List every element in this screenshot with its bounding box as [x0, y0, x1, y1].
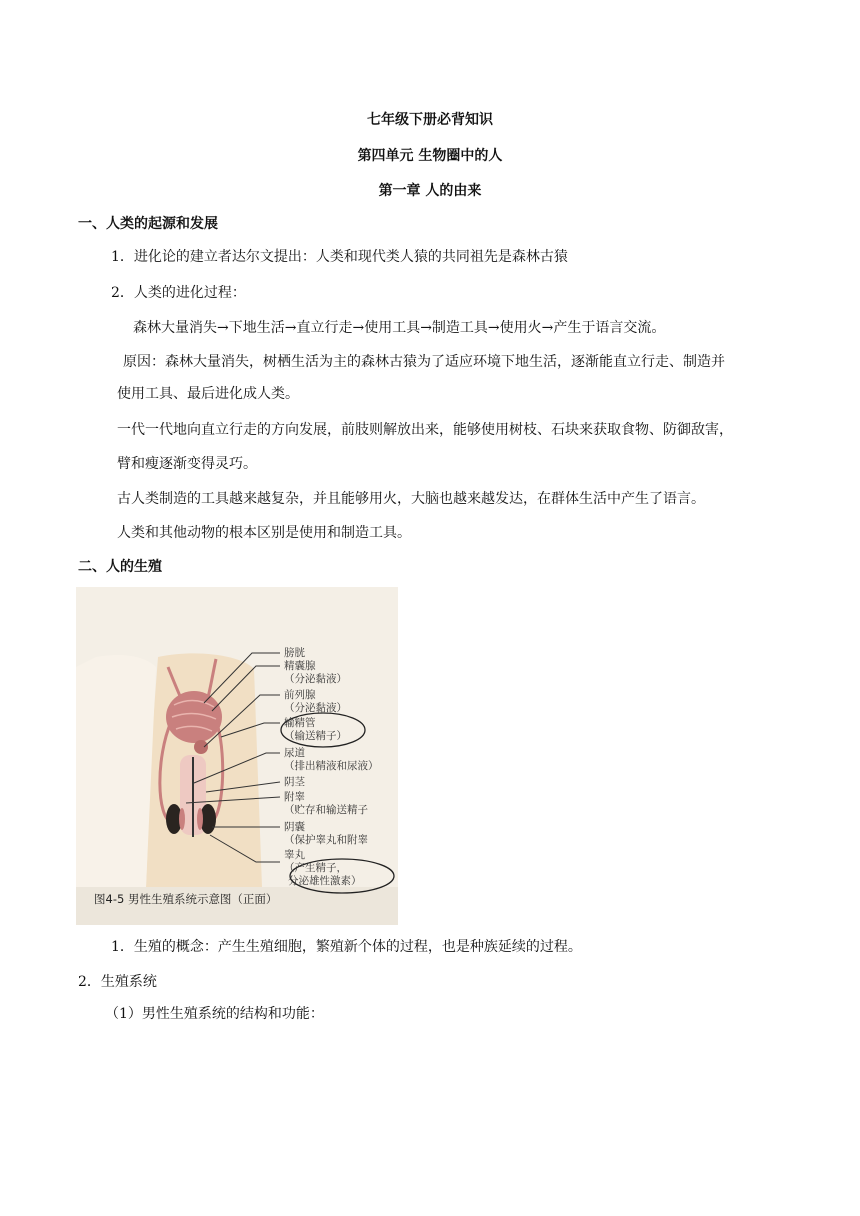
- section-heading-reproduction: 二、人的生殖: [78, 559, 162, 575]
- paragraph-evolution-heading: 2．人类的进化过程：: [111, 285, 246, 301]
- label-seminal-vesicle-function: （分泌黏液）: [284, 673, 347, 685]
- label-testis-function-2: 分泌雄性激素）: [288, 875, 362, 887]
- prostate-shape: [194, 740, 208, 754]
- paragraph-tools-fire: 古人类制造的工具越来越复杂，并且能够用火，大脑也越来越发达，在群体生活中产生了语言。: [117, 491, 705, 507]
- label-vas-deferens-function: （输送精子）: [284, 730, 347, 742]
- paragraph-evolution-process: 森林大量消失→下地生活→直立行走→使用工具→制造工具→使用火→产生于语言交流。: [133, 320, 666, 336]
- label-scrotum-function: （保护睾丸和附睾: [284, 834, 368, 846]
- paragraph-reason-line2: 使用工具、最后进化成人类。: [117, 386, 299, 402]
- paragraph-upright-line1: 一代一代地向直立行走的方向发展，前肢则解放出来，能够使用树枝、石块来获取食物、防御敌害，: [117, 422, 733, 438]
- thigh-left: [76, 655, 156, 887]
- label-epididymis: 附睾: [284, 791, 305, 803]
- label-prostate-function: （分泌黏液）: [284, 702, 347, 714]
- bladder-shape: [166, 691, 222, 743]
- label-testis-function-1: （产生精子，: [284, 862, 347, 874]
- label-seminal-vesicle: 精囊腺: [284, 660, 316, 672]
- chapter-title: 第一章 人的由来: [378, 183, 482, 199]
- epididymis-left: [179, 808, 185, 830]
- paragraph-reproduction-concept: 1．生殖的概念：产生生殖细胞，繁殖新个体的过程，也是种族延续的过程。: [111, 939, 582, 955]
- paragraph-darwin: 1．进化论的建立者达尔文提出：人类和现代类人猿的共同祖先是森林古猿: [111, 249, 568, 265]
- label-epididymis-function: （贮存和输送精子: [284, 804, 368, 816]
- label-testis: 睾丸: [284, 849, 305, 861]
- paragraph-upright-line2: 臂和瘦逐渐变得灵巧。: [117, 456, 257, 472]
- label-urethra-function: （排出精液和尿液）: [284, 760, 379, 772]
- figure-illustration: [76, 587, 398, 925]
- section-heading-origin: 一、人类的起源和发展: [78, 216, 218, 232]
- label-vas-deferens: 输精管: [284, 717, 316, 729]
- label-urethra: 尿道: [284, 747, 305, 759]
- label-penis: 阴茎: [284, 776, 305, 788]
- label-bladder: 膀胱: [284, 647, 305, 659]
- label-scrotum: 阴囊: [284, 821, 305, 833]
- paragraph-reason-line1: 原因：森林大量消失，树栖生活为主的森林古猿为了适应环境下地生活，逐渐能直立行走、制造并: [123, 354, 725, 370]
- document-title: 七年级下册必背知识: [367, 112, 493, 128]
- epididymis-right: [197, 808, 203, 830]
- paragraph-fundamental-difference: 人类和其他动物的根本区别是使用和制造工具。: [117, 525, 411, 541]
- label-prostate: 前列腺: [284, 689, 316, 701]
- figure-caption: 图4-5 男性生殖系统示意图（正面）: [94, 892, 278, 906]
- paragraph-male-system: （1）男性生殖系统的结构和功能：: [105, 1006, 324, 1022]
- male-reproductive-system-figure: [76, 587, 398, 925]
- unit-title: 第四单元 生物圈中的人: [357, 148, 503, 164]
- paragraph-reproductive-system: 2．生殖系统: [78, 974, 157, 990]
